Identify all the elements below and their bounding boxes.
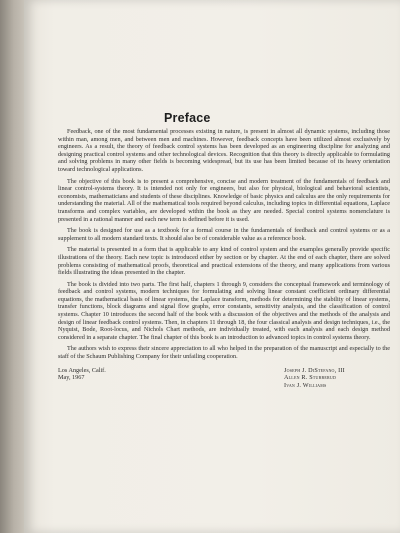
author-name: Joseph J. DiStefano, III	[284, 366, 345, 374]
author-name: Allen R. Stubberud	[284, 374, 337, 382]
signoff	[58, 367, 390, 397]
place: Los Angeles, Calif.	[58, 366, 106, 374]
paragraph-2: The objective of this book is to present a comprehensive, concise and modern treatment of the fundamentals of feedback and linear control-systems theory. It is intended not only for engineers, but also for physical, biological and behavioral scientists, economists, mathematicians and students of these disciplines. Knowledge of basic physics and calculus are the only requirements for understanding the material. All of the mathematical tools required beyond calculus, including topics in differential equations, Laplace transforms and complex variables, are developed within the book as they are needed. Special control systems nomenclature is presented in a rational manner and each new term is defined before it is used.	[58, 177, 390, 223]
paragraph-4: The material is presented in a form that is applicable to any kind of control system and the examples generally provide specific illustrations of the theory. Each new topic is introduced either by section or by chapter. At the end of each chapter, there are solved problems consisting of mathematical proofs, theoretical and practical extensions of the theory, and many applications from various fields illustrating the ideas presented in the chapter.	[58, 246, 390, 277]
place-date	[58, 367, 106, 382]
date: May, 1967	[58, 374, 85, 382]
preface-body	[58, 128, 390, 397]
paragraph-1: Feedback, one of the most fundamental processes existing in nature, is present in almost all dynamic systems, including those within man, among men, and between men and machines. However, feedback concepts have been utilized almost exclusively by engineers. As a result, the theory of feedback control systems has been developed as an engineering discipline for analyzing and designing practical control systems and other technological devices. Recognition that this theory is directly applicable to formulating and solving problems in many other fields is becoming widespread, but its use has been limited because of its heavy orientation toward technological applications.	[58, 128, 390, 173]
author-name: Ivan J. Williams	[284, 381, 327, 389]
page-title: Preface	[164, 111, 211, 125]
author-list	[284, 367, 345, 390]
paragraph-5: The book is divided into two parts. The first half, chapters 1 through 9, considers the conceptual framework and terminology of feedback and control systems, modern techniques for formulating and solving linear constant coefficient ordinary differential equations, the mathematical basis of linear systems, the Laplace transform, methods for determining the stability of linear systems, transfer functions, block diagrams and signal flow graphs, error constants, sensitivity analysis, and the classification of control systems. Chapter 10 introduces the second half of the book with a discussion of the objectives and the methods of the analysis and design of linear feedback control systems. Then, in chapters 11 through 18, the four classical analysis and design techniques, i.e., the Nyquist, Bode, Root-locus, and Nichols Chart methods, are individually treated, with each analysis and each design method considered in a separate chapter. The final chapter of this book is an introduction to advanced topics in control systems theory.	[58, 280, 390, 341]
paragraph-3: The book is designed for use as a textbook for a formal course in the fundamentals of feedback and control systems or as a supplement to all modern standard texts. It should also be of considerable value as a reference book.	[58, 227, 390, 242]
paragraph-6: The authors wish to express their sincere appreciation to all who helped in the preparation of the manuscript and especially to the staff of the Schaum Publishing Company for their unfailing cooperation.	[58, 345, 390, 361]
